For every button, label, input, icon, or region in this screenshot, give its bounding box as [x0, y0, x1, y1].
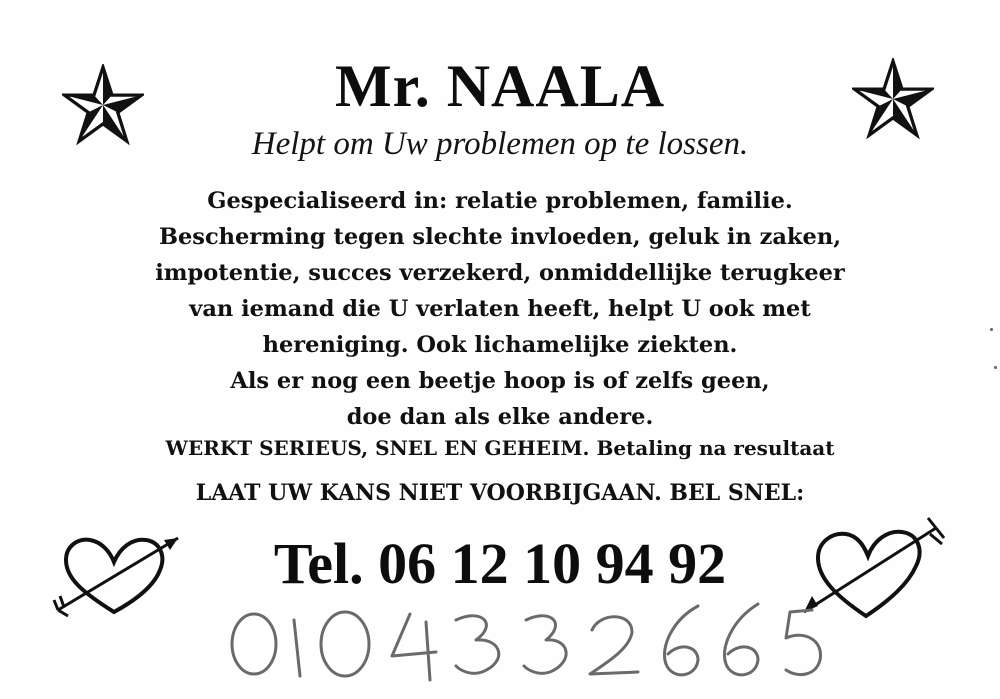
- card-subtitle: Helpt om Uw problemen op te lossen.: [251, 126, 749, 162]
- description-line: impotentie, succes verzekerd, onmiddellijke terugkeer: [155, 260, 845, 286]
- scan-speck: [990, 328, 993, 331]
- handwritten-number-drawing: [220, 590, 840, 690]
- scan-speck: [994, 366, 997, 369]
- card-title: Mr. NAALA: [334, 53, 666, 119]
- handwritten-number: [220, 590, 840, 690]
- call-to-action: LAAT UW KANS NIET VOORBIJGAAN. BEL SNEL:: [195, 480, 805, 506]
- service-note: WERKT SERIEUS, SNEL EN GEHEIM. Betaling na resultaat: [165, 436, 835, 460]
- description-line: hereniging. Ook lichamelijke ziekten.: [262, 332, 738, 358]
- description-line: van iemand die U verlaten heeft, helpt U ook met: [189, 296, 811, 322]
- description-line: Bescherming tegen slechte invloeden, geluk in zaken,: [158, 224, 842, 250]
- description-line: Als er nog een beetje hoop is of zelfs geen,: [230, 368, 770, 394]
- description-line: Gespecialiseerd in: relatie problemen, familie.: [207, 188, 793, 214]
- phone-number: Tel. 06 12 10 94 92: [273, 531, 727, 596]
- description-line: doe dan als elke andere.: [346, 404, 654, 430]
- services-description: [0, 183, 1000, 435]
